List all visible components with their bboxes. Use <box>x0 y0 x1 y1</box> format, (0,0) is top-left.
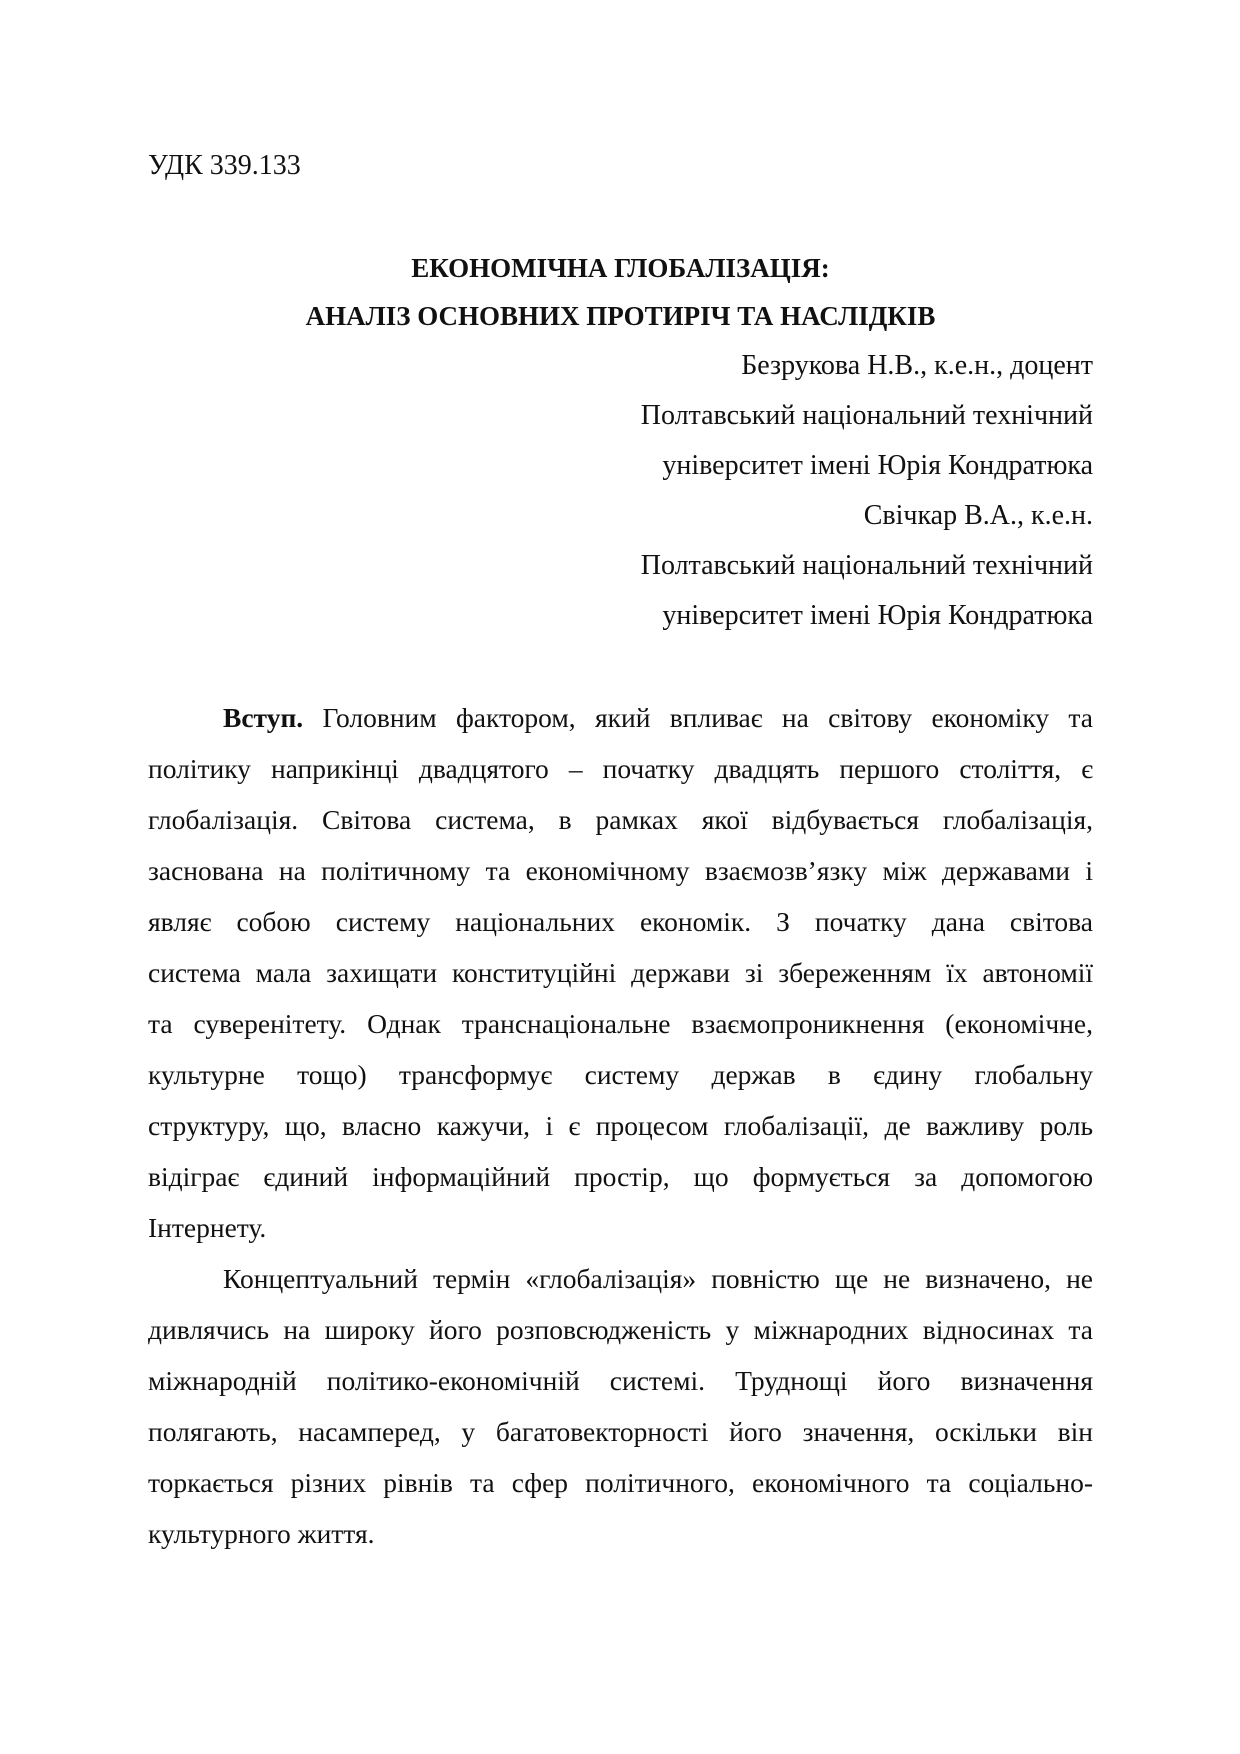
paragraph-line <box>148 692 1093 743</box>
paragraph-line: структуру, що, власно кажучи, і є процесом глобалізації, де важливу роль <box>148 1110 1093 1141</box>
udk-code: УДК 339.133 <box>148 150 301 181</box>
paragraph-line: заснована на політичному та економічному взаємозв’язку між державами і <box>148 855 1093 886</box>
paragraph-line: являє собою систему національних економік. З початку дана світова <box>148 906 1093 937</box>
paragraph-line: система мала захищати конституційні держави зі збереженням їх автономії <box>148 957 1093 988</box>
paragraph-line: полягають, насамперед, у багатовекторності його значення, оскільки він <box>148 1416 1093 1447</box>
author-affiliation: Полтавський національний технічний <box>640 400 1093 431</box>
paragraph-line: відіграє єдиний інформаційний простір, що формується за допомогою <box>148 1161 1093 1192</box>
paragraph-line: дивлячись на широку його розповсюдженість у міжнародних відносинах та <box>148 1314 1093 1345</box>
paragraph-line: політику наприкінці двадцятого – початку двадцять першого століття, є <box>148 753 1093 784</box>
paragraph-introduction <box>148 692 1093 1253</box>
article-title <box>148 244 1093 340</box>
author-name: Безрукова Н.В., к.е.н., доцент <box>741 350 1093 381</box>
paragraph-line: міжнародній політико-економічній системі. Труднощі його визначення <box>148 1365 1093 1396</box>
author-name: Свічкар В.А., к.е.н. <box>863 500 1093 531</box>
paragraph-line: Інтернету. <box>148 1212 267 1243</box>
author-affiliation: Полтавський національний технічний <box>640 550 1093 581</box>
title-line: АНАЛІЗ ОСНОВНИХ ПРОТИРІЧ ТА НАСЛІДКІВ <box>305 301 936 331</box>
author-affiliation: університет імені Юрія Кондратюка <box>662 600 1093 631</box>
title-line: ЕКОНОМІЧНА ГЛОБАЛІЗАЦІЯ: <box>411 253 830 283</box>
paragraph-line: та суверенітету. Однак транснаціональне взаємопроникнення (економічне, <box>148 1008 1093 1039</box>
authors-block <box>148 341 1093 641</box>
section-lead: Вступ. <box>223 702 304 733</box>
paragraph-concept <box>148 1253 1093 1559</box>
paragraph-line: торкається різних рівнів та сфер політичного, економічного та соціально- <box>148 1467 1093 1498</box>
paragraph-line: культурне тощо) трансформує систему держав в єдину глобальну <box>148 1059 1093 1090</box>
line-text: Головним фактором, який впливає на світову економіку та <box>303 702 1093 733</box>
body-text <box>148 692 1093 1559</box>
paragraph-line: глобалізація. Світова система, в рамках якої відбувається глобалізація, <box>148 804 1093 835</box>
author-affiliation: університет імені Юрія Кондратюка <box>662 450 1093 481</box>
paragraph-line: культурного життя. <box>148 1518 375 1549</box>
paragraph-line: Концептуальний термін «глобалізація» повністю ще не визначено, не <box>223 1263 1093 1294</box>
